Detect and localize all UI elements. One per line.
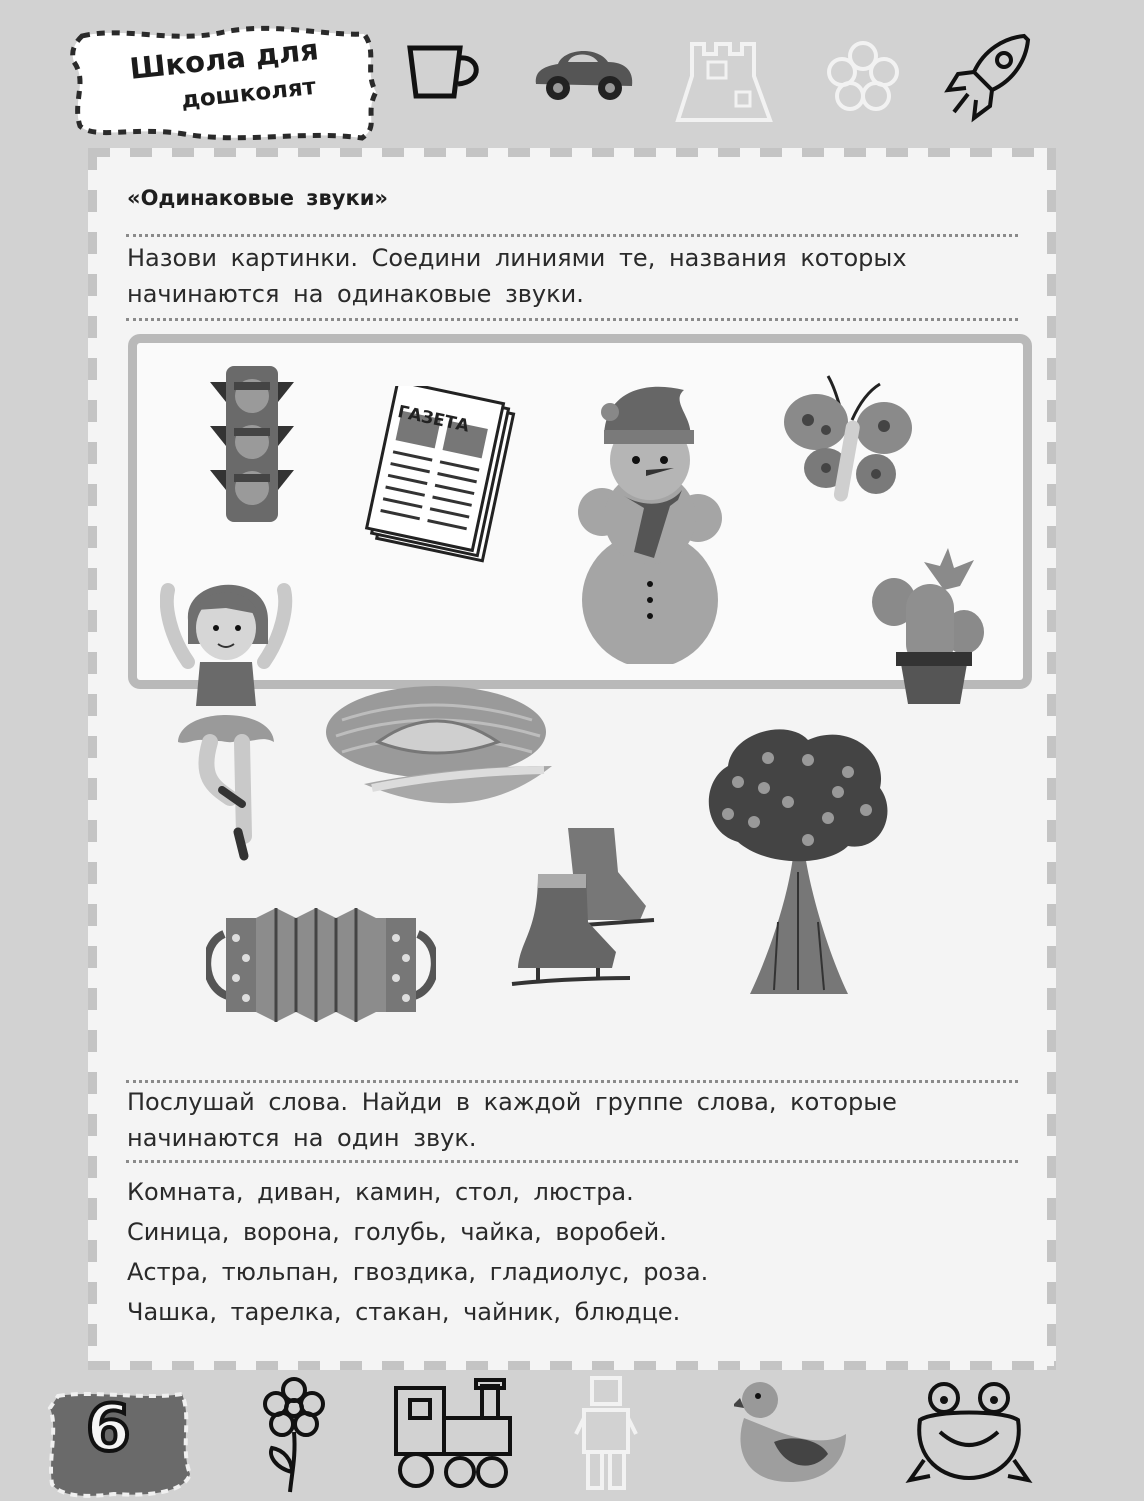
word-group: Комната, диван, камин, стол, люстра. <box>127 1178 634 1206</box>
task-title: «Одинаковые звуки» <box>127 186 388 210</box>
instruction-line: Назови картинки. Соедини линиями те, названия которых <box>127 244 907 272</box>
butterfly-picture <box>780 370 914 510</box>
task2-instruction <box>127 1084 1019 1156</box>
castle-icon <box>672 36 776 124</box>
traffic-light-picture <box>206 362 298 526</box>
word-group: Синица, ворона, голубь, чайка, воробей. <box>127 1218 667 1246</box>
task1-instruction <box>127 240 1019 312</box>
cup-icon <box>404 42 488 102</box>
word-group: Астра, тюльпан, гвоздика, гладиолус, роза. <box>127 1258 709 1286</box>
newspaper-label: ГАЗЕТА <box>395 402 471 437</box>
rocket-icon <box>944 28 1036 128</box>
word-groups-list <box>127 1172 708 1332</box>
ballerina-picture <box>160 566 312 862</box>
flower-outline-icon <box>826 40 900 112</box>
instruction-line: начинаются на одинаковые звуки. <box>127 280 584 308</box>
car-icon <box>528 40 638 106</box>
locomotive-icon <box>390 1378 518 1492</box>
logo-line-1: Школа для <box>128 32 321 86</box>
instruction-line: начинаются на один звук. <box>127 1124 477 1152</box>
dotted-divider <box>126 234 1018 237</box>
snowman-picture <box>574 372 724 664</box>
melon-picture <box>322 680 558 832</box>
cactus-picture <box>864 540 988 708</box>
flower-icon <box>262 1376 326 1494</box>
duck-icon <box>734 1378 850 1488</box>
frog-icon <box>904 1380 1034 1488</box>
word-group: Чашка, тарелка, стакан, чайник, блюдце. <box>127 1298 681 1326</box>
dotted-divider <box>126 1160 1018 1163</box>
dotted-divider <box>126 318 1018 321</box>
dotted-divider <box>126 1080 1018 1083</box>
tree-picture <box>698 722 894 996</box>
logo-line-2: дошколят <box>180 73 318 114</box>
instruction-line: Послушай слова. Найди в каждой группе слова, которые <box>127 1088 897 1116</box>
skates-picture <box>508 822 660 996</box>
page-number: 6 <box>86 1392 131 1466</box>
accordion-picture <box>206 904 436 1030</box>
robot-icon <box>574 1374 640 1492</box>
